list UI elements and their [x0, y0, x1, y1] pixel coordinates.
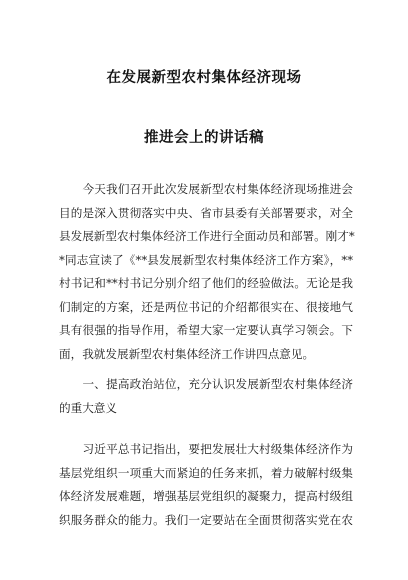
paragraph-line: 面，我就发展新型农村集体经济工作讲四点意见。 — [59, 346, 315, 361]
paragraph-line: 目的是深入贯彻落实中央、省市县委有关部署要求，对全 — [59, 205, 353, 220]
paragraph-line: 今天我们召开此次发展新型农村集体经济现场推进会 — [59, 182, 353, 196]
paragraph-line: 织服务群众的能力。我们一定要站在全面贯彻落实党在农 — [59, 512, 353, 527]
paragraph-line: 习近平总书记指出，要把发展壮大村级集体经济作为 — [59, 442, 353, 456]
paragraph-line: 体经济发展难题，增强基层党组织的凝聚力，提高村级组 — [59, 489, 353, 503]
intro-paragraph — [59, 178, 353, 366]
heading-line: 一、提高政治站位，充分认识发展新型农村集体经济 — [59, 377, 353, 391]
paragraph-line: 们制定的方案，还是两位书记的介绍都很实在、很接地气 — [59, 299, 353, 314]
paragraph-line: *同志宣读了《**县发展新型农村集体经济工作方案》，** — [59, 252, 353, 267]
paragraph-line: 县发展新型农村集体经济工作进行全面动员和部署。刚才* — [59, 229, 355, 243]
heading-line: 的重大意义 — [59, 400, 117, 415]
document-title-line-2: 推进会上的讲话稿 — [144, 130, 264, 146]
paragraph-line: 基层党组织一项重大而紧迫的任务来抓，着力破解村级集 — [59, 465, 353, 480]
paragraph-line: 具有很强的指导作用，希望大家一定要认真学习领会。下 — [59, 323, 353, 337]
section-heading-1 — [59, 373, 353, 420]
body-paragraph-2 — [59, 438, 353, 532]
document-title-line-1: 在发展新型农村集体经济现场 — [106, 70, 302, 86]
paragraph-line: 村书记和**村书记分别介绍了他们的经验做法。无论是我 — [59, 276, 353, 290]
